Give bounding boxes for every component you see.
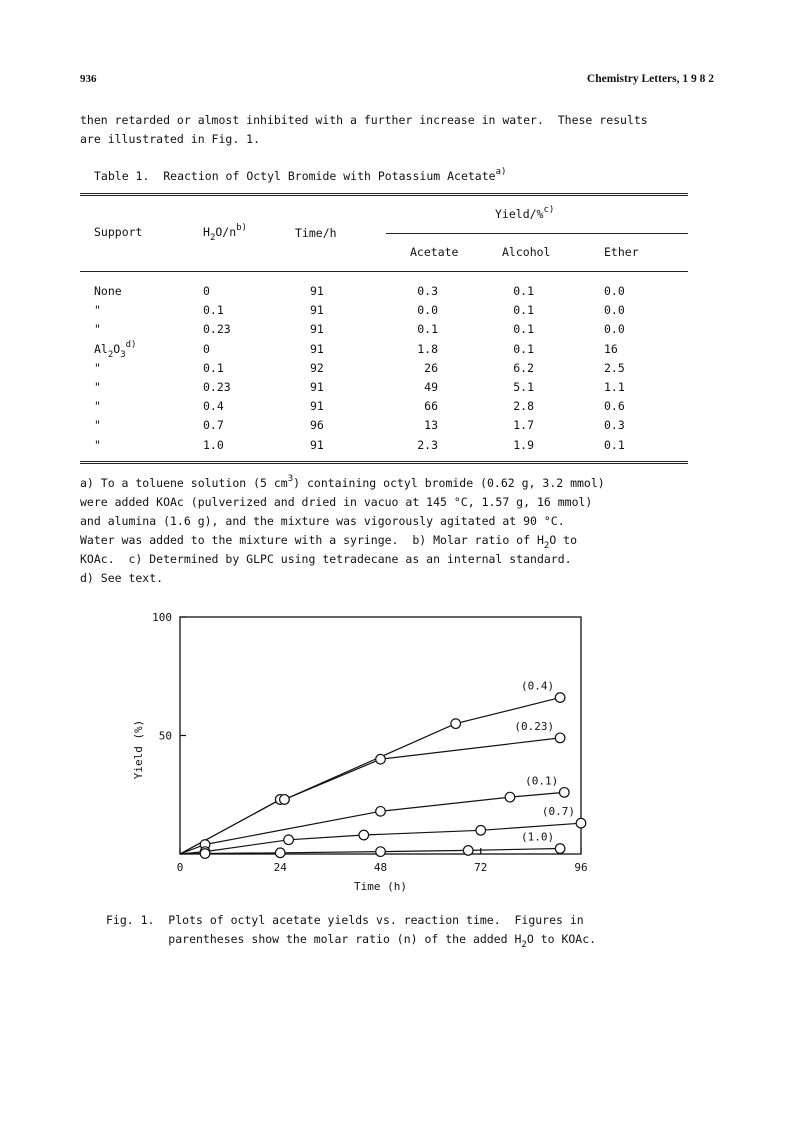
data-point <box>359 830 369 840</box>
col-yield: Yield/%$^{c)}$ <box>495 205 555 221</box>
x-tick-label: 24 <box>273 861 287 874</box>
col-support: Support <box>94 225 143 239</box>
table-top-rule <box>80 193 688 196</box>
figure-caption <box>106 911 666 949</box>
table-row: " 0.7 96 13 1.7 0.3 <box>94 418 625 433</box>
footnote-line: were added KOAc (pulverized and dried in vacuo at 145 °C, 1.57 g, 16 mmol) <box>80 495 593 509</box>
table-caption-text: Table 1. Reaction of Octyl Bromide with Potassium Acetate <box>94 169 496 183</box>
x-tick-label: 48 <box>373 861 388 874</box>
col-alcohol: Alcohol <box>502 245 551 259</box>
table-row: $Al_2O_3^{d)}$ 0 91 1.8 0.1 16 <box>94 339 618 360</box>
data-point <box>555 693 565 703</box>
figure-caption-line: Fig. 1. Plots of octyl acetate yields vs. reaction time. Figures in <box>106 913 584 927</box>
series-label: (0.23) <box>514 719 555 733</box>
x-tick-label: 72 <box>474 861 488 874</box>
series-label: (0.1) <box>525 774 559 788</box>
yield-span-rule <box>386 233 688 234</box>
data-point <box>559 788 569 798</box>
footnote-line: a) To a toluene solution (5 $cm^3$) containing octyl bromide (0.62 g, 3.2 mmol) <box>80 474 605 490</box>
table-header-rule <box>80 271 688 272</box>
footnote-line: and alumina (1.6 g), and the mixture was vigorously agitated at 90 °C. <box>80 514 565 528</box>
y-tick-label: 50 <box>158 729 172 743</box>
data-point <box>200 849 210 859</box>
figure-caption-line: parentheses show the molar ratio (n) of the added $H_2O$ to KOAc. <box>106 932 597 950</box>
table-body <box>80 284 688 457</box>
intro-line: then retarded or almost inhibited with a further increase in water. These results <box>80 113 648 127</box>
table-row: None 0 91 0.3 0.1 0.0 <box>94 284 625 298</box>
table-caption <box>94 169 506 183</box>
col-h2o: $H_2O/n^{b)}$ <box>203 223 247 243</box>
table-row: " 0.23 91 0.1 0.1 0.0 <box>94 322 625 337</box>
data-point <box>376 847 386 857</box>
data-point <box>451 719 461 729</box>
y-axis-label: Yield (%) <box>132 719 145 780</box>
data-point <box>576 818 586 828</box>
data-point <box>555 733 565 743</box>
footnote-line: KOAc. c) Determined by GLPC using tetradecane as an internal standard. <box>80 552 572 566</box>
data-point <box>284 835 294 845</box>
table-row: " 0.1 92 26 6.2 2.5 <box>94 360 625 375</box>
figure-1 <box>100 604 620 904</box>
data-point <box>476 826 486 836</box>
x-axis-label: Time (h) <box>354 880 407 893</box>
table-caption-note: a) <box>495 167 507 177</box>
data-point <box>376 754 386 764</box>
table-footnotes <box>80 474 720 588</box>
col-acetate: Acetate <box>410 245 459 259</box>
series-label: (1.0) <box>520 830 555 844</box>
page-number: 936 <box>80 73 97 85</box>
series-label: (0.7) <box>541 805 575 819</box>
table-row: " 0.1 91 0.0 0.1 0.0 <box>94 303 625 318</box>
table-bottom-rule <box>80 461 688 464</box>
data-point <box>275 848 285 858</box>
plot-frame <box>180 617 581 854</box>
col-ether: Ether <box>604 245 639 259</box>
data-point <box>376 807 386 817</box>
series-label: (0.4) <box>520 679 555 693</box>
data-point <box>280 795 290 805</box>
footnote-line: d) See text. <box>80 571 164 585</box>
table-header <box>80 200 688 272</box>
table-row: " 1.0 91 2.3 1.9 0.1 <box>94 437 625 452</box>
x-tick-label: 0 <box>176 861 184 874</box>
footnote-line: Water was added to the mixture with a syringe. b) Molar ratio of $H_2O$ to <box>80 533 578 551</box>
data-point <box>463 846 473 856</box>
series-line <box>180 698 560 854</box>
al2o3-label: $Al_2O_3^{d)}$ <box>94 339 137 360</box>
intro-line: are illustrated in Fig. 1. <box>80 132 261 146</box>
page-header <box>80 73 714 89</box>
intro-paragraph <box>80 111 720 149</box>
data-point <box>555 844 565 854</box>
col-time: Time/h <box>295 226 337 240</box>
y-tick-label: 100 <box>152 611 172 624</box>
series-line <box>180 849 560 855</box>
journal-title: Chemistry Letters, 1 9 8 2 <box>586 73 714 85</box>
yield-chart <box>100 604 620 904</box>
x-tick-label: 96 <box>574 861 588 874</box>
data-point <box>505 792 515 802</box>
table-row: " 0.23 91 49 5.1 1.1 <box>94 379 625 394</box>
series-line <box>180 738 560 854</box>
table-row: " 0.4 91 66 2.8 0.6 <box>94 399 625 414</box>
